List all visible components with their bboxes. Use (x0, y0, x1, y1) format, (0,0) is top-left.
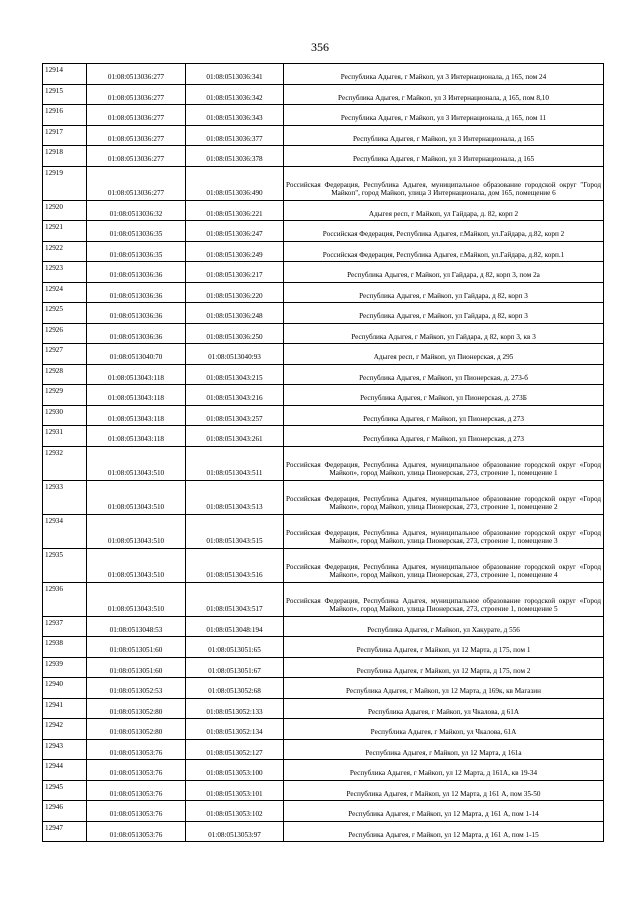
address: Российская Федерация, Республика Адыгея, муниципальное образование городской округ «Город Майкоп», город Майкоп, улица Пионерская, 273, строение 1, помещение 5 (284, 582, 604, 616)
table-row (43, 303, 604, 324)
table-body (43, 64, 604, 842)
cadastral-number: 01:08:0513053:101 (186, 780, 284, 801)
cadastral-number: 01:08:0513036:221 (186, 200, 284, 221)
row-number: 12939 (43, 657, 87, 678)
parent-cadastral-number: 01:08:0513036:277 (87, 64, 186, 85)
parent-cadastral-number: 01:08:0513043:510 (87, 446, 186, 480)
table-row (43, 548, 604, 582)
cadastral-number: 01:08:0513043:515 (186, 514, 284, 548)
row-number: 12943 (43, 739, 87, 760)
parent-cadastral-number: 01:08:0513053:76 (87, 780, 186, 801)
address: Республика Адыгея, г Майкоп, ул Гайдара, д 82, корп 3 (284, 282, 604, 303)
parent-cadastral-number: 01:08:0513036:277 (87, 146, 186, 167)
row-number: 12934 (43, 514, 87, 548)
row-number: 12923 (43, 262, 87, 283)
cadastral-number: 01:08:0513036:248 (186, 303, 284, 324)
page-number: 356 (311, 40, 329, 54)
parent-cadastral-number: 01:08:0513043:510 (87, 480, 186, 514)
row-number: 12929 (43, 385, 87, 406)
parent-cadastral-number: 01:08:0513036:277 (87, 105, 186, 126)
cadastral-number: 01:08:0513048:194 (186, 616, 284, 637)
row-number: 12919 (43, 166, 87, 200)
row-number: 12921 (43, 221, 87, 242)
cadastral-number: 01:08:0513053:102 (186, 801, 284, 822)
table-row (43, 801, 604, 822)
table-row (43, 64, 604, 85)
cadastral-number: 01:08:0513036:250 (186, 323, 284, 344)
cadastral-number: 01:08:0513040:93 (186, 344, 284, 365)
row-number: 12935 (43, 548, 87, 582)
cadastral-number: 01:08:0513043:516 (186, 548, 284, 582)
address: Республика Адыгея, г Майкоп, ул Чкалова, д 61А (284, 698, 604, 719)
cadastral-number: 01:08:0513051:65 (186, 637, 284, 658)
address: Республика Адыгея, г Майкоп, ул 12 Марта, д 169к, кв Магазин (284, 678, 604, 699)
address: Республика Адыгея, г Майкоп, ул Хакурате, д 556 (284, 616, 604, 637)
row-number: 12918 (43, 146, 87, 167)
table-row (43, 582, 604, 616)
address: Республика Адыгея, г Майкоп, ул 12 Марта, д 161а (284, 739, 604, 760)
table-row (43, 739, 604, 760)
row-number: 12917 (43, 125, 87, 146)
row-number: 12936 (43, 582, 87, 616)
cadastral-number: 01:08:0513043:215 (186, 364, 284, 385)
address: Российская Федерация, Республика Адыгея, муниципальное образование городской округ «Город Майкоп», город Майкоп, улица Пионерская, 273, строение 1, помещение 1 (284, 446, 604, 480)
address: Российская Федерация, Республика Адыгея, муниципальное образование городской округ «Город Майкоп», город Майкоп, улица Пионерская, 273, строение 1, помещение 2 (284, 480, 604, 514)
address: Российская Федерация, Республика Адыгея, муниципальное образование городской округ «Город Майкоп», город Майкоп, улица Пионерская, 273, строение 1, помещение 4 (284, 548, 604, 582)
table-row (43, 146, 604, 167)
parent-cadastral-number: 01:08:0513053:76 (87, 821, 186, 842)
address: Российская Федерация, Республика Адыгея, г.Майкоп, ул.Гайдара, д.82, корп 2 (284, 221, 604, 242)
table-row (43, 760, 604, 781)
address: Республика Адыгея, г Майкоп, ул Гайдара, д 82, корп 3, кв 3 (284, 323, 604, 344)
table-row (43, 166, 604, 200)
cadastral-number: 01:08:0513043:511 (186, 446, 284, 480)
row-number: 12925 (43, 303, 87, 324)
table-row (43, 323, 604, 344)
row-number: 12926 (43, 323, 87, 344)
address: Адыгея респ, г Майкоп, ул Пионерская, д 295 (284, 344, 604, 365)
row-number: 12922 (43, 241, 87, 262)
row-number: 12941 (43, 698, 87, 719)
table-row (43, 241, 604, 262)
cadastral-number: 01:08:0513036:247 (186, 221, 284, 242)
parent-cadastral-number: 01:08:0513036:36 (87, 282, 186, 303)
row-number: 12915 (43, 84, 87, 105)
address: Республика Адыгея, г Майкоп, ул Гайдара, д 82, корп 3, пом 2а (284, 262, 604, 283)
parent-cadastral-number: 01:08:0513043:118 (87, 426, 186, 447)
table-row (43, 405, 604, 426)
address: Республика Адыгея, г Майкоп, ул 12 Марта, д 175, пом 1 (284, 637, 604, 658)
address: Республика Адыгея, г Майкоп, ул 3 Интернационала, д 165 (284, 125, 604, 146)
table-row (43, 364, 604, 385)
table-row (43, 514, 604, 548)
parent-cadastral-number: 01:08:0513051:60 (87, 657, 186, 678)
address: Республика Адыгея, г Майкоп, ул 3 Интернационала, д 165 (284, 146, 604, 167)
address: Республика Адыгея, г Майкоп, ул 12 Марта, д 161 А, пом 1-14 (284, 801, 604, 822)
parent-cadastral-number: 01:08:0513036:277 (87, 125, 186, 146)
cadastral-number: 01:08:0513043:517 (186, 582, 284, 616)
table-row (43, 105, 604, 126)
address: Адыгея респ, г Майкоп, ул Гайдара, д. 82, корп 2 (284, 200, 604, 221)
table-row (43, 426, 604, 447)
parent-cadastral-number: 01:08:0513052:80 (87, 719, 186, 740)
address: Российская Федерация, Республика Адыгея, муниципальное образование городской округ «Город Майкоп», город Майкоп, улица Пионерская, 273, строение 1, помещение 3 (284, 514, 604, 548)
address: Республика Адыгея, г Майкоп, ул 12 Марта, д 161 А, пом 35-50 (284, 780, 604, 801)
table-row (43, 385, 604, 406)
table-row (43, 262, 604, 283)
cadastral-number: 01:08:0513052:133 (186, 698, 284, 719)
parent-cadastral-number: 01:08:0513043:510 (87, 582, 186, 616)
cadastral-number: 01:08:0513043:261 (186, 426, 284, 447)
row-number: 12932 (43, 446, 87, 480)
table-row (43, 200, 604, 221)
parent-cadastral-number: 01:08:0513043:118 (87, 385, 186, 406)
parent-cadastral-number: 01:08:0513036:35 (87, 241, 186, 262)
table-row (43, 616, 604, 637)
parent-cadastral-number: 01:08:0513048:53 (87, 616, 186, 637)
parent-cadastral-number: 01:08:0513043:118 (87, 405, 186, 426)
address: Республика Адыгея, г Майкоп, ул Пионерская, д 273 (284, 405, 604, 426)
parent-cadastral-number: 01:08:0513036:36 (87, 323, 186, 344)
cadastral-number: 01:08:0513036:490 (186, 166, 284, 200)
address: Республика Адыгея, г Майкоп, ул 3 Интернационала, д 165, пом 11 (284, 105, 604, 126)
cadastral-number: 01:08:0513043:216 (186, 385, 284, 406)
cadastral-number: 01:08:0513053:100 (186, 760, 284, 781)
cadastral-table (42, 63, 604, 842)
parent-cadastral-number: 01:08:0513036:277 (87, 166, 186, 200)
parent-cadastral-number: 01:08:0513040:70 (87, 344, 186, 365)
address: Российская Федерация, Республика Адыгея, муниципальное образование городской округ "Город Майкоп", город Майкоп, улица 3 Интернационала, дом 165, помещение 6 (284, 166, 604, 200)
parent-cadastral-number: 01:08:0513052:80 (87, 698, 186, 719)
table-row (43, 282, 604, 303)
address: Республика Адыгея, г Майкоп, ул Чкалова, 61А (284, 719, 604, 740)
cadastral-number: 01:08:0513036:220 (186, 282, 284, 303)
row-number: 12940 (43, 678, 87, 699)
row-number: 12916 (43, 105, 87, 126)
parent-cadastral-number: 01:08:0513053:76 (87, 760, 186, 781)
row-number: 12927 (43, 344, 87, 365)
table-row (43, 678, 604, 699)
cadastral-number: 01:08:0513051:67 (186, 657, 284, 678)
row-number: 12920 (43, 200, 87, 221)
table-row (43, 637, 604, 658)
row-number: 12938 (43, 637, 87, 658)
row-number: 12933 (43, 480, 87, 514)
row-number: 12945 (43, 780, 87, 801)
cadastral-number: 01:08:0513036:377 (186, 125, 284, 146)
cadastral-number: 01:08:0513036:341 (186, 64, 284, 85)
table-row (43, 780, 604, 801)
cadastral-number: 01:08:0513052:68 (186, 678, 284, 699)
row-number: 12947 (43, 821, 87, 842)
row-number: 12944 (43, 760, 87, 781)
cadastral-number: 01:08:0513036:343 (186, 105, 284, 126)
address: Республика Адыгея, г Майкоп, ул 3 Интернационала, д 165, пом 8,10 (284, 84, 604, 105)
parent-cadastral-number: 01:08:0513036:36 (87, 303, 186, 324)
table-row (43, 446, 604, 480)
cadastral-number: 01:08:0513036:217 (186, 262, 284, 283)
cadastral-number: 01:08:0513052:134 (186, 719, 284, 740)
cadastral-number: 01:08:0513036:378 (186, 146, 284, 167)
cadastral-number: 01:08:0513036:249 (186, 241, 284, 262)
table-row (43, 221, 604, 242)
address: Республика Адыгея, г Майкоп, ул 12 Марта, д 175, пом 2 (284, 657, 604, 678)
row-number: 12930 (43, 405, 87, 426)
table-row (43, 821, 604, 842)
table-row (43, 719, 604, 740)
address: Республика Адыгея, г Майкоп, ул 12 Марта, д 161 А, пом 1-15 (284, 821, 604, 842)
parent-cadastral-number: 01:08:0513043:510 (87, 514, 186, 548)
parent-cadastral-number: 01:08:0513036:32 (87, 200, 186, 221)
address: Республика Адыгея, г Майкоп, ул Пионерская, д. 273Б (284, 385, 604, 406)
parent-cadastral-number: 01:08:0513051:60 (87, 637, 186, 658)
row-number: 12942 (43, 719, 87, 740)
table-row (43, 480, 604, 514)
row-number: 12914 (43, 64, 87, 85)
table-row (43, 125, 604, 146)
address: Республика Адыгея, г Майкоп, ул Пионерская, д 273 (284, 426, 604, 447)
row-number: 12937 (43, 616, 87, 637)
row-number: 12946 (43, 801, 87, 822)
parent-cadastral-number: 01:08:0513043:510 (87, 548, 186, 582)
parent-cadastral-number: 01:08:0513036:277 (87, 84, 186, 105)
table-row (43, 344, 604, 365)
table-row (43, 84, 604, 105)
cadastral-number: 01:08:0513043:513 (186, 480, 284, 514)
row-number: 12928 (43, 364, 87, 385)
cadastral-number: 01:08:0513036:342 (186, 84, 284, 105)
cadastral-number: 01:08:0513053:97 (186, 821, 284, 842)
parent-cadastral-number: 01:08:0513053:76 (87, 739, 186, 760)
address: Республика Адыгея, г Майкоп, ул 12 Марта, д 161А, кв 19-34 (284, 760, 604, 781)
address: Республика Адыгея, г Майкоп, ул Гайдара, д 82, корп 3 (284, 303, 604, 324)
address: Российская Федерация, Республика Адыгея, г.Майкоп, ул.Гайдара, д.82, корп.1 (284, 241, 604, 262)
cadastral-number: 01:08:0513043:257 (186, 405, 284, 426)
parent-cadastral-number: 01:08:0513052:53 (87, 678, 186, 699)
address: Республика Адыгея, г Майкоп, ул Пионерская, д. 273-б (284, 364, 604, 385)
parent-cadastral-number: 01:08:0513043:118 (87, 364, 186, 385)
table-row (43, 698, 604, 719)
cadastral-number: 01:08:0513052:127 (186, 739, 284, 760)
parent-cadastral-number: 01:08:0513053:76 (87, 801, 186, 822)
row-number: 12931 (43, 426, 87, 447)
parent-cadastral-number: 01:08:0513036:35 (87, 221, 186, 242)
parent-cadastral-number: 01:08:0513036:36 (87, 262, 186, 283)
table-row (43, 657, 604, 678)
row-number: 12924 (43, 282, 87, 303)
address: Республика Адыгея, г Майкоп, ул 3 Интернационала, д 165, пом 24 (284, 64, 604, 85)
